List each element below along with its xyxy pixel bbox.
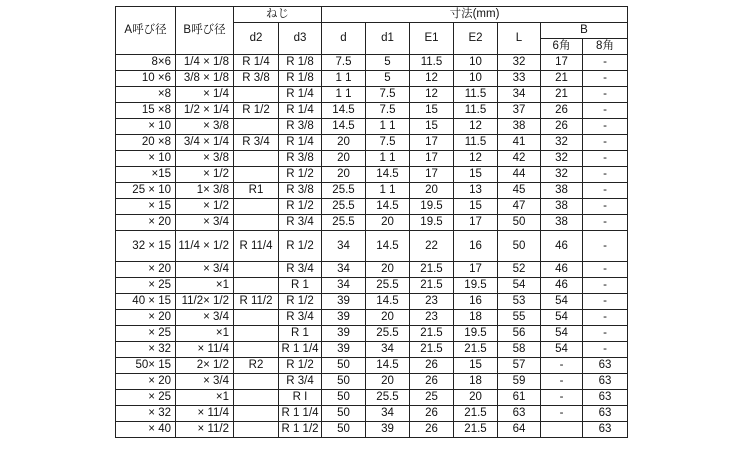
cell-b-oct: - [583,71,628,87]
cell-a-size: × 25 [116,326,176,342]
cell-d: 20 [322,151,366,167]
cell-d2 [234,422,279,438]
table-row [116,87,628,103]
cell-b-oct: - [583,342,628,358]
cell-a-size: 10 ×6 [116,71,176,87]
cell-e2: 17 [454,215,498,231]
table-row [116,422,628,438]
cell-d: 1 1 [322,71,366,87]
cell-d1: 1 1 [366,151,410,167]
cell-e1: 26 [410,406,454,422]
cell-b-oct: - [583,183,628,199]
cell-b-hex: 54 [541,294,583,310]
cell-b-oct: - [583,278,628,294]
cell-b-oct: - [583,167,628,183]
cell-e1: 15 [410,119,454,135]
cell-b-size: × 1/2 [176,167,234,183]
cell-l: 50 [498,215,541,231]
cell-d3: R 3/8 [279,119,322,135]
cell-l: 38 [498,119,541,135]
cell-d: 39 [322,326,366,342]
cell-b-oct: - [583,231,628,262]
header-d1: d1 [366,23,410,55]
cell-b-size: ×1 [176,278,234,294]
cell-e1: 19.5 [410,199,454,215]
cell-d: 39 [322,310,366,326]
cell-e2: 21.5 [454,342,498,358]
table-row [116,374,628,390]
cell-b-size: × 3/4 [176,374,234,390]
cell-e2: 12 [454,119,498,135]
cell-d3: R 1/2 [279,358,322,374]
cell-b-hex [541,422,583,438]
table-row [116,342,628,358]
cell-b-oct: 63 [583,390,628,406]
table-row [116,215,628,231]
cell-e2: 15 [454,199,498,215]
cell-d: 50 [322,390,366,406]
cell-d: 25.5 [322,183,366,199]
cell-e1: 25 [410,390,454,406]
table-row [116,406,628,422]
cell-e1: 12 [410,87,454,103]
cell-e1: 11.5 [410,55,454,71]
cell-e1: 19.5 [410,215,454,231]
cell-d3: R 1/8 [279,71,322,87]
cell-d: 50 [322,422,366,438]
cell-a-size: 50× 15 [116,358,176,374]
cell-d: 1 1 [322,87,366,103]
cell-a-size: 8×6 [116,55,176,71]
cell-d2 [234,215,279,231]
table-row [116,103,628,119]
cell-a-size: 40 × 15 [116,294,176,310]
cell-l: 44 [498,167,541,183]
cell-b-size: ×1 [176,326,234,342]
cell-b-size: × 3/8 [176,151,234,167]
cell-e2: 11.5 [454,103,498,119]
table-header [116,7,628,55]
cell-a-size: × 20 [116,215,176,231]
cell-l: 52 [498,262,541,278]
cell-l: 33 [498,71,541,87]
cell-b-oct: - [583,87,628,103]
cell-d3: R 1 [279,326,322,342]
cell-d3: R 3/8 [279,183,322,199]
cell-b-oct: - [583,135,628,151]
spec-table [115,6,628,438]
cell-e1: 21.5 [410,262,454,278]
cell-a-size: 32 × 15 [116,231,176,262]
cell-e2: 19.5 [454,326,498,342]
cell-e1: 21.5 [410,326,454,342]
table-row [116,278,628,294]
cell-d2: R 3/8 [234,71,279,87]
cell-b-size: ×1 [176,390,234,406]
cell-d1: 14.5 [366,199,410,215]
cell-d1: 34 [366,406,410,422]
cell-b-hex: 46 [541,278,583,294]
cell-d2 [234,199,279,215]
cell-d1: 7.5 [366,135,410,151]
cell-d3: R 1/2 [279,294,322,310]
cell-d1: 25.5 [366,326,410,342]
cell-e1: 17 [410,151,454,167]
header-dimension-group: 寸法(mm) [322,7,628,23]
cell-b-oct: - [583,151,628,167]
cell-b-size: 11/4 × 1/2 [176,231,234,262]
cell-d1: 25.5 [366,278,410,294]
cell-b-hex: - [541,406,583,422]
cell-b-hex: 54 [541,310,583,326]
cell-e2: 11.5 [454,135,498,151]
cell-d1: 20 [366,310,410,326]
cell-e1: 21.5 [410,278,454,294]
table-row [116,55,628,71]
cell-d: 34 [322,231,366,262]
cell-l: 45 [498,183,541,199]
cell-l: 54 [498,278,541,294]
cell-e2: 21.5 [454,422,498,438]
cell-b-hex: 21 [541,87,583,103]
cell-b-size: × 1/2 [176,199,234,215]
cell-b-hex: 38 [541,199,583,215]
cell-d2: R2 [234,358,279,374]
cell-b-oct: - [583,310,628,326]
cell-b-hex: - [541,374,583,390]
table-row [116,71,628,87]
table-row [116,119,628,135]
cell-e2: 13 [454,183,498,199]
cell-l: 42 [498,151,541,167]
cell-b-hex: 32 [541,167,583,183]
cell-e1: 23 [410,310,454,326]
table-row [116,358,628,374]
header-e1: E1 [410,23,454,55]
cell-b-size: 2× 1/2 [176,358,234,374]
table-row [116,151,628,167]
cell-e2: 19.5 [454,278,498,294]
cell-d2 [234,406,279,422]
cell-d1: 20 [366,262,410,278]
cell-b-oct: - [583,119,628,135]
cell-d: 14.5 [322,119,366,135]
table-row [116,231,628,262]
cell-b-hex: 46 [541,231,583,262]
cell-e1: 20 [410,183,454,199]
cell-e2: 18 [454,374,498,390]
cell-b-hex: 46 [541,262,583,278]
cell-e2: 15 [454,167,498,183]
cell-d2 [234,167,279,183]
cell-b-size: 3/8 × 1/8 [176,71,234,87]
header-d3: d3 [279,23,322,55]
cell-l: 50 [498,231,541,262]
table-row [116,310,628,326]
cell-b-oct: 63 [583,358,628,374]
cell-a-size: × 25 [116,278,176,294]
cell-d: 50 [322,358,366,374]
cell-e1: 12 [410,71,454,87]
cell-d: 25.5 [322,215,366,231]
header-thread-group: ねじ [234,7,322,23]
cell-d3: R 1/2 [279,167,322,183]
cell-b-hex: 17 [541,55,583,71]
cell-a-size: × 10 [116,119,176,135]
table-body [116,55,628,438]
cell-e1: 26 [410,374,454,390]
cell-l: 47 [498,199,541,215]
cell-d3: R 3/4 [279,374,322,390]
cell-a-size: × 40 [116,422,176,438]
cell-a-size: × 20 [116,262,176,278]
cell-b-hex: 26 [541,103,583,119]
cell-b-size: 1× 3/8 [176,183,234,199]
cell-d3: R 1 1/4 [279,406,322,422]
cell-e2: 10 [454,55,498,71]
cell-d2 [234,119,279,135]
cell-e1: 22 [410,231,454,262]
cell-e2: 18 [454,310,498,326]
cell-b-hex: 38 [541,215,583,231]
header-d: d [322,23,366,55]
cell-e1: 26 [410,422,454,438]
cell-a-size: × 32 [116,342,176,358]
cell-e2: 11.5 [454,87,498,103]
header-b-oct: 8角 [583,39,628,55]
cell-b-size: 1/4 × 1/8 [176,55,234,71]
cell-e1: 17 [410,167,454,183]
cell-d3: R 1/8 [279,55,322,71]
cell-b-oct: - [583,294,628,310]
cell-d3: R 3/4 [279,310,322,326]
table-row [116,183,628,199]
cell-b-hex: 32 [541,135,583,151]
cell-d1: 5 [366,55,410,71]
cell-b-hex: 54 [541,342,583,358]
cell-d2: R 1/4 [234,55,279,71]
cell-b-size: 11/2× 1/2 [176,294,234,310]
cell-e1: 17 [410,135,454,151]
cell-l: 59 [498,374,541,390]
cell-e1: 23 [410,294,454,310]
cell-b-size: × 1/4 [176,87,234,103]
cell-d2 [234,374,279,390]
cell-a-size: 15 ×8 [116,103,176,119]
table-row [116,135,628,151]
cell-e2: 17 [454,262,498,278]
cell-l: 55 [498,310,541,326]
header-e2: E2 [454,23,498,55]
cell-b-size: × 11/4 [176,342,234,358]
cell-d3: R 3/8 [279,151,322,167]
cell-d2 [234,262,279,278]
cell-b-hex: 26 [541,119,583,135]
cell-d2 [234,151,279,167]
cell-d1: 14.5 [366,294,410,310]
cell-d3: R 1/4 [279,103,322,119]
cell-l: 63 [498,406,541,422]
table-row [116,294,628,310]
cell-l: 61 [498,390,541,406]
cell-b-size: × 11/4 [176,406,234,422]
cell-a-size: 25 × 10 [116,183,176,199]
cell-d3: R 3/4 [279,215,322,231]
cell-d3: R 1/4 [279,87,322,103]
cell-d1: 1 1 [366,183,410,199]
cell-b-hex: 32 [541,151,583,167]
cell-d1: 20 [366,215,410,231]
cell-d2: R1 [234,183,279,199]
cell-b-size: × 3/4 [176,262,234,278]
cell-d1: 34 [366,342,410,358]
cell-a-size: × 20 [116,374,176,390]
cell-d2: R 1/2 [234,103,279,119]
cell-a-size: ×15 [116,167,176,183]
cell-d2 [234,326,279,342]
cell-d: 25.5 [322,199,366,215]
table-row [116,326,628,342]
cell-l: 58 [498,342,541,358]
cell-b-size: × 3/4 [176,215,234,231]
header-b-size: B呼び径 [176,7,234,55]
cell-d3: R I [279,390,322,406]
cell-b-oct: - [583,103,628,119]
table-row [116,390,628,406]
cell-e2: 12 [454,151,498,167]
cell-a-size: × 20 [116,310,176,326]
cell-d: 39 [322,294,366,310]
cell-d: 7.5 [322,55,366,71]
table-row [116,199,628,215]
header-b-hex: 6角 [541,39,583,55]
cell-b-oct: - [583,199,628,215]
cell-d1: 7.5 [366,87,410,103]
cell-d1: 1 1 [366,119,410,135]
cell-a-size: × 32 [116,406,176,422]
cell-d2: R 11/4 [234,231,279,262]
cell-l: 53 [498,294,541,310]
cell-b-oct: - [583,326,628,342]
cell-e2: 21.5 [454,406,498,422]
cell-a-size: × 25 [116,390,176,406]
cell-b-oct: - [583,215,628,231]
cell-e2: 20 [454,390,498,406]
cell-d: 20 [322,135,366,151]
cell-a-size: × 15 [116,199,176,215]
header-a-size: A呼び径 [116,7,176,55]
cell-b-hex: 54 [541,326,583,342]
cell-d2: R 11/2 [234,294,279,310]
cell-l: 57 [498,358,541,374]
table-row [116,262,628,278]
cell-b-oct: 63 [583,374,628,390]
cell-d2 [234,278,279,294]
cell-b-oct: 63 [583,422,628,438]
cell-l: 56 [498,326,541,342]
header-b: B [541,23,628,39]
table-row [116,167,628,183]
cell-b-hex: - [541,358,583,374]
cell-l: 32 [498,55,541,71]
cell-b-hex: 21 [541,71,583,87]
cell-a-size: × 10 [116,151,176,167]
cell-d3: R 1/2 [279,231,322,262]
cell-d3: R 1/4 [279,135,322,151]
header-d2: d2 [234,23,279,55]
cell-l: 34 [498,87,541,103]
cell-e1: 15 [410,103,454,119]
cell-d3: R 1 1/4 [279,342,322,358]
cell-e2: 16 [454,294,498,310]
cell-b-hex: - [541,390,583,406]
cell-b-oct: 63 [583,406,628,422]
cell-d2: R 3/4 [234,135,279,151]
cell-b-size: 1/2 × 1/4 [176,103,234,119]
cell-b-oct: - [583,55,628,71]
cell-d1: 5 [366,71,410,87]
cell-e2: 10 [454,71,498,87]
cell-d2 [234,310,279,326]
cell-e2: 15 [454,358,498,374]
cell-d3: R 1 1/2 [279,422,322,438]
cell-d: 34 [322,262,366,278]
header-l: L [498,23,541,55]
cell-d1: 7.5 [366,103,410,119]
cell-d3: R 3/4 [279,262,322,278]
cell-b-size: 3/4 × 1/4 [176,135,234,151]
cell-d: 34 [322,278,366,294]
cell-d: 50 [322,406,366,422]
cell-b-hex: 38 [541,183,583,199]
cell-d: 20 [322,167,366,183]
cell-b-size: × 3/8 [176,119,234,135]
spec-table-container [115,6,628,438]
cell-d: 39 [322,342,366,358]
cell-d1: 20 [366,374,410,390]
cell-d1: 14.5 [366,358,410,374]
cell-d1: 14.5 [366,231,410,262]
cell-d3: R 1/2 [279,199,322,215]
cell-e1: 21.5 [410,342,454,358]
cell-l: 64 [498,422,541,438]
cell-b-oct: - [583,262,628,278]
cell-d1: 14.5 [366,167,410,183]
cell-e1: 26 [410,358,454,374]
cell-b-size: × 3/4 [176,310,234,326]
cell-d2 [234,390,279,406]
cell-l: 41 [498,135,541,151]
cell-d3: R 1 [279,278,322,294]
cell-d2 [234,87,279,103]
cell-d2 [234,342,279,358]
cell-d1: 39 [366,422,410,438]
cell-a-size: 20 ×8 [116,135,176,151]
cell-d: 50 [322,374,366,390]
cell-l: 37 [498,103,541,119]
cell-e2: 16 [454,231,498,262]
cell-d1: 25.5 [366,390,410,406]
cell-d: 14.5 [322,103,366,119]
cell-b-size: × 11/2 [176,422,234,438]
cell-a-size: ×8 [116,87,176,103]
